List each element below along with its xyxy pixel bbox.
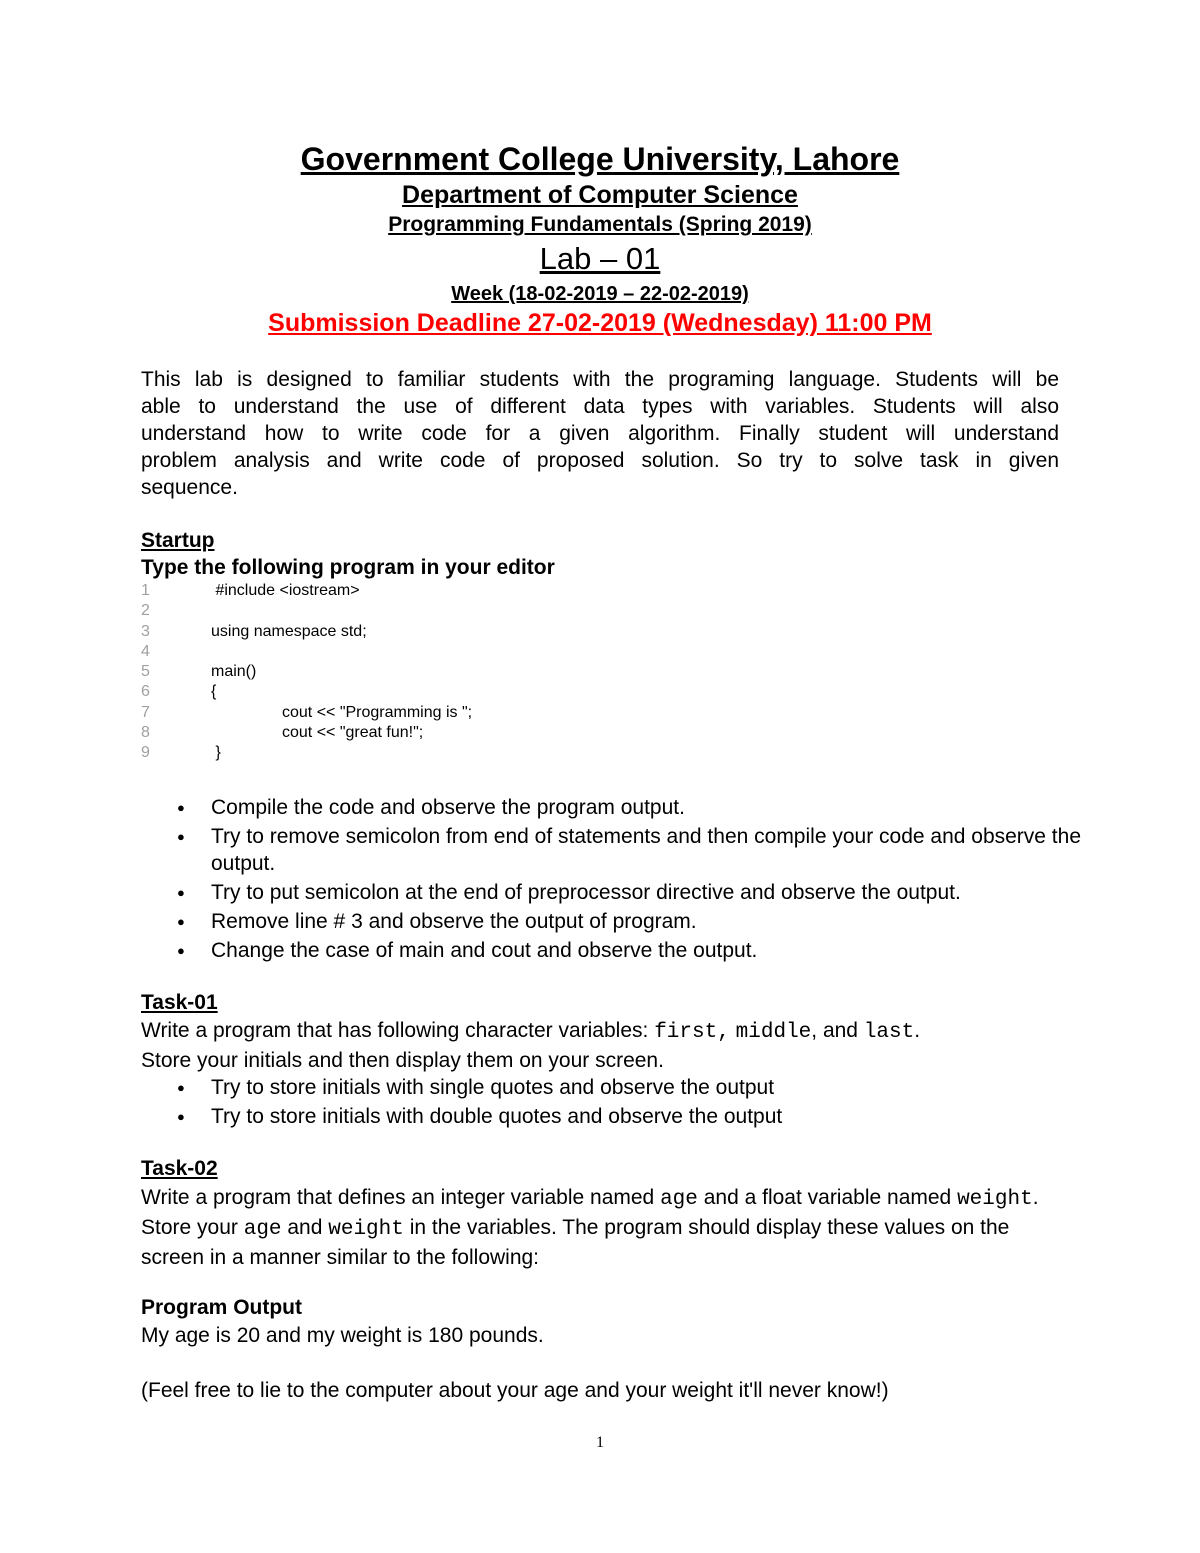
code-line — [141, 642, 741, 662]
var-last: last — [863, 1021, 915, 1044]
var-middle: middle — [735, 1021, 812, 1044]
code-line — [141, 682, 741, 702]
task02-text: Write a program that defines an integer variable named — [141, 1186, 661, 1209]
list-item: ● Change the case of main and cout and observe the output. — [141, 937, 1081, 964]
var-first: first, — [654, 1021, 730, 1044]
code-line — [141, 743, 741, 763]
task01-text: Store your initials and then display them on your screen. — [141, 1049, 664, 1072]
task01-text: . — [914, 1019, 921, 1042]
line-number: 2 — [141, 602, 150, 620]
intro-paragraph — [141, 366, 1059, 501]
line-number: 6 — [141, 683, 150, 701]
list-item: ● Compile the code and observe the program output. — [141, 794, 1081, 821]
code-text: { — [211, 683, 217, 701]
list-item: ● Try to remove semicolon from end of statements and then compile your code and observe the output. — [141, 823, 1081, 877]
task01-bullet-list — [141, 1074, 1081, 1132]
task01-text: Write a program that has following character variables: — [141, 1019, 655, 1042]
code-line — [141, 622, 741, 642]
code-text: main() — [211, 663, 257, 681]
code-text: cout << "Programming is "; — [282, 703, 473, 721]
intro-line: problem analysis and write code of proposed solution. So try to solve task in given — [141, 449, 1059, 472]
task01-text: , and — [811, 1019, 864, 1042]
var-weight: weight — [957, 1188, 1033, 1211]
startup-heading: Startup — [141, 529, 215, 552]
task02-heading: Task-02 — [141, 1157, 218, 1180]
program-output-text: My age is 20 and my weight is 180 pounds. — [141, 1324, 544, 1347]
line-number: 4 — [141, 642, 150, 660]
task02-text: and a float variable named — [697, 1186, 958, 1209]
code-text: } — [211, 744, 221, 762]
startup-bullet-list — [141, 794, 1081, 966]
department-title: Department of Computer Science — [402, 181, 798, 209]
line-number: 9 — [141, 744, 150, 762]
task01-description — [141, 1017, 1081, 1075]
line-number: 8 — [141, 724, 150, 742]
code-line — [141, 601, 741, 621]
code-text: cout << "great fun!"; — [282, 724, 424, 742]
var-age: age — [243, 1218, 282, 1241]
code-line — [141, 723, 741, 743]
intro-line: understand how to write code for a given algorithm. Finally student will understand — [141, 422, 1059, 445]
program-output-heading: Program Output — [141, 1296, 302, 1319]
task02-text: and — [281, 1216, 329, 1239]
code-text: #include <iostream> — [211, 582, 360, 599]
var-weight: weight — [328, 1218, 404, 1241]
intro-line: This lab is designed to familiar students with the programing language. Students will be — [141, 368, 1059, 391]
list-item: ● Try to put semicolon at the end of preprocessor directive and observe the output. — [141, 879, 1081, 906]
program-output-note: (Feel free to lie to the computer about your age and your weight it'll never know!) — [141, 1379, 889, 1402]
task02-text: . Store your — [141, 1186, 1039, 1239]
submission-deadline: Submission Deadline 27-02-2019 (Wednesday) 11:00 PM — [268, 309, 932, 337]
list-item: ● Try to store initials with double quotes and observe the output — [141, 1103, 1081, 1130]
code-text: using namespace std; — [211, 622, 367, 640]
intro-line: sequence. — [141, 476, 238, 499]
task02-text: in the variables. The program should display these values on the screen in a manner similar to the following: — [141, 1216, 1010, 1269]
line-number: 5 — [141, 663, 150, 681]
lab-title: Lab – 01 — [539, 241, 661, 276]
line-number: 3 — [141, 622, 150, 640]
course-title: Programming Fundamentals (Spring 2019) — [388, 213, 812, 236]
startup-subheading: Type the following program in your editor — [141, 556, 555, 579]
code-line — [141, 703, 741, 723]
task01-heading: Task-01 — [141, 991, 218, 1014]
intro-line: able to understand the use of different data types with variables. Students will also — [141, 395, 1059, 418]
var-age: age — [660, 1188, 698, 1211]
week-range: Week (18-02-2019 – 22-02-2019) — [451, 283, 749, 305]
code-line — [141, 581, 741, 601]
line-number: 1 — [141, 582, 150, 599]
university-title: Government College University, Lahore — [300, 141, 900, 177]
page-number: 1 — [596, 1434, 604, 1451]
list-item: ● Remove line # 3 and observe the output of program. — [141, 908, 1081, 935]
code-line — [141, 662, 741, 682]
list-item: ● Try to store initials with single quotes and observe the output — [141, 1074, 1081, 1101]
code-listing — [141, 581, 741, 764]
line-number: 7 — [141, 703, 150, 721]
task02-description — [141, 1184, 1061, 1272]
